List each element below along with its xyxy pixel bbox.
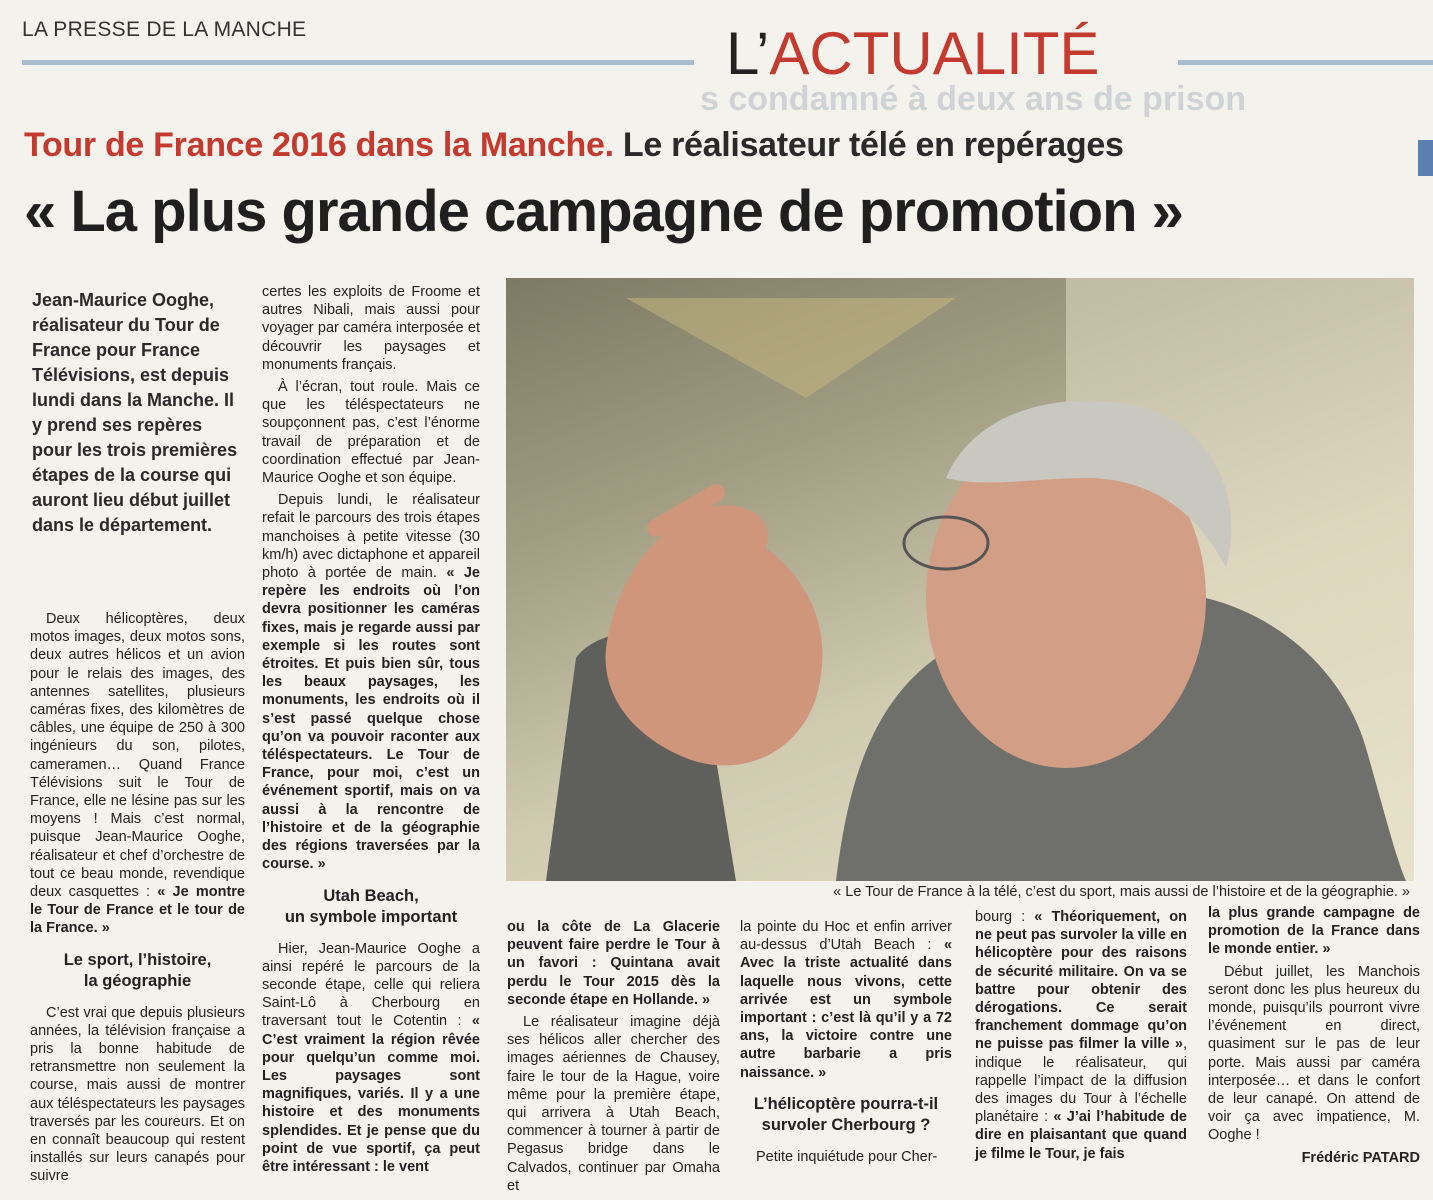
article-column-1 xyxy=(30,610,245,1190)
header-rule-right xyxy=(1178,60,1433,65)
photo-caption: « Le Tour de France à la télé, c’est du sport, mais aussi de l’histoire et de la géographie. » xyxy=(833,884,1410,900)
paragraph: certes les exploits de Froome et autres Nibali, mais aussi pour voyager par caméra interposée et découvrir les paysages et monuments français. xyxy=(262,284,480,373)
subhead-topic: Tour de France 2016 dans la Manche. xyxy=(24,126,614,164)
photo-background-shape xyxy=(626,298,956,398)
paragraph: À l’écran, tout roule. Mais ce que les téléspectateurs ne soupçonnent pas, c’est l’énorme travail de préparation et de coordination effectué par Jean-Maurice Ooghe et son équipe. xyxy=(262,379,480,487)
paragraph-text: la pointe du Hoc et enfin arriver au-dessus d’Utah Beach : xyxy=(740,919,952,954)
quote-paragraph: ou la côte de La Glacerie peuvent faire perdre le Tour à un favori : Quintana avait perdu le Tour 2015 dès la seconde étape en Hollande. » xyxy=(507,919,720,1008)
intertitle-line-1: Utah Beach, xyxy=(323,886,419,905)
newspaper-name: LA PRESSE DE LA MANCHE xyxy=(22,18,307,41)
intertitle-line-1: Le sport, l’histoire, xyxy=(63,950,212,969)
article-column-2 xyxy=(262,283,480,1180)
paragraph xyxy=(740,918,952,1082)
paragraph-text: , indique le réalisateur, qui rappelle l’impact de la diffusion des images du Tour à l’échelle planétaire : xyxy=(975,1036,1187,1126)
quote-paragraph: la plus grande campagne de promotion de la France dans le monde entier. » xyxy=(1208,905,1420,958)
photo-illustration xyxy=(506,278,1414,881)
article-column-4 xyxy=(740,918,952,1170)
header-rule-left xyxy=(22,60,694,65)
intertitle xyxy=(262,886,480,928)
adjacent-page-edge xyxy=(1418,140,1433,176)
paragraph xyxy=(975,908,1187,1163)
section-title xyxy=(726,18,1099,90)
paragraph: Le réalisateur imagine déjà ses hélicos aller chercher des images aériennes de Chausey, faire le tour de la Hague, voire même pour la première étape, qui arrivera à Utah Beach, commencer à tourner à partir de Pegasus bridge dans le Calvados, continuer par Omaha et xyxy=(507,1014,720,1194)
intertitle-line-1: L’hélicoptère pourra-t-il xyxy=(753,1094,939,1113)
paragraph xyxy=(30,610,245,938)
quote: « J’ai l’habitude de dire en plaisantant que quand je filme le Tour, je fais xyxy=(975,1109,1187,1162)
article-lead: Jean-Maurice Ooghe, réalisateur du Tour de France pour France Télévisions, est depuis lundi dans la Manche. Il y prend ses repères pour les trois premières étapes de la course qui auront lieu début juillet dans le département. xyxy=(32,290,238,535)
article-column-5 xyxy=(975,908,1187,1167)
paragraph xyxy=(262,491,480,873)
paragraph-text: Hier, Jean-Maurice Ooghe a ainsi repéré le parcours de la seconde étape, celle qui reliera Saint-Lô à Cherbourg en traversant tout le Cotentin : xyxy=(262,940,480,1030)
quote: « Je repère les endroits où l’on devra positionner les caméras fixes, mais je regarde aussi par exemple si les routes sont étroites. Et puis bien sûr, tous les beaux paysages, les monuments, les endroits où il s’est passé quelque chose qu’on va pouvoir raconter aux téléspectateurs. Le Tour de France, pour moi, c’est un événement sportif, mais on va aussi à la rencontre de l’histoire et de la géographie des régions traversées par la course. » xyxy=(262,565,480,873)
quote: « Je montre le Tour de France et le tour de la France. » xyxy=(30,884,245,937)
section-title-prefix: L’ xyxy=(726,20,770,87)
intertitle-line-2: survoler Cherbourg ? xyxy=(761,1115,931,1134)
paragraph xyxy=(262,940,480,1177)
quote: « Théoriquement, on ne peut pas survoler la ville en hélicoptère pour des raisons de sécurité militaire. On va se battre pour obtenir des dérogations. Ce serait franchement dommage qu’on ne puisse pas filmer la ville » xyxy=(975,909,1187,1053)
paragraph-text: bourg : xyxy=(975,909,1026,925)
intertitle-line-2: un symbole important xyxy=(284,907,458,926)
paragraph: Début juillet, les Manchois seront donc les plus heureux du monde, puisqu’ils pourront vivre l’événement en direct, quasiment sur le pas de leur porte. Mais aussi par caméra interposée… et dans le confort de leur canapé. On attend de voir ça avec impatience, M. Ooghe ! xyxy=(1208,963,1420,1144)
bleed-through-text: s condamné à deux ans de prison xyxy=(700,80,1247,118)
article-headline: « La plus grande campagne de promotion » xyxy=(24,179,1183,244)
article-column-3 xyxy=(507,918,720,1199)
paragraph-text: Depuis lundi, le réalisateur refait le parcours des trois étapes manchoises à petite vitesse (30 km/h) avec dictaphone et appareil photo à portée de main. xyxy=(262,492,480,582)
subhead-detail: Le réalisateur télé en repérages xyxy=(622,126,1124,164)
quote: « C’est vraiment la région rêvée pour quelqu’un comme moi. Les paysages sont magnifiques, variés. Il y a une histoire et des monuments splendides. Et je pense que du point de vue sportif, ça peut être intéressant : le vent xyxy=(262,1013,480,1175)
paragraph-text: Deux hélicoptères, deux motos images, deux motos sons, deux autres hélicos et un avion pour le relais des images, des antennes satellites, plusieurs caméras fixes, des kilomètres de câbles, une équipe de 250 à 300 ingénieurs du son, pilotes, cameramen… Quand France Télévisions suit le Tour de France, elle ne lésine pas sur les moyens ! Mais c’est normal, puisque Jean-Maurice Ooghe, réalisateur et chef d’orchestre de tout ce beau monde, revendique deux casquettes : xyxy=(30,611,245,901)
quote: « Avec la triste actualité dans laquelle nous vivons, cette arrivée est un symbole important : c’est là qu’il y a 72 ans, la victoire contre une autre barbarie a pris naissance. » xyxy=(740,937,953,1081)
intertitle-line-2: la géographie xyxy=(83,971,192,990)
paragraph: Petite inquiétude pour Cher- xyxy=(756,1148,938,1165)
photo-hands xyxy=(606,505,823,765)
section-title-word: ACTUALITÉ xyxy=(769,20,1100,87)
paragraph: C’est vrai que depuis plusieurs années, la télévision française a pris la bonne habitude de retransmettre non seulement la course, mais aussi de montrer aux téléspectateurs les paysages traversés par les coureurs. Et on en connaît beaucoup qui restent installés sur leurs canapés pour suivre xyxy=(30,1004,245,1185)
article-subhead xyxy=(24,126,1124,165)
article-photo xyxy=(506,278,1414,881)
author-signature: Frédéric PATARD xyxy=(1301,1149,1420,1166)
article-column-6 xyxy=(1208,904,1420,1171)
intertitle xyxy=(30,950,245,992)
intertitle xyxy=(740,1094,952,1136)
